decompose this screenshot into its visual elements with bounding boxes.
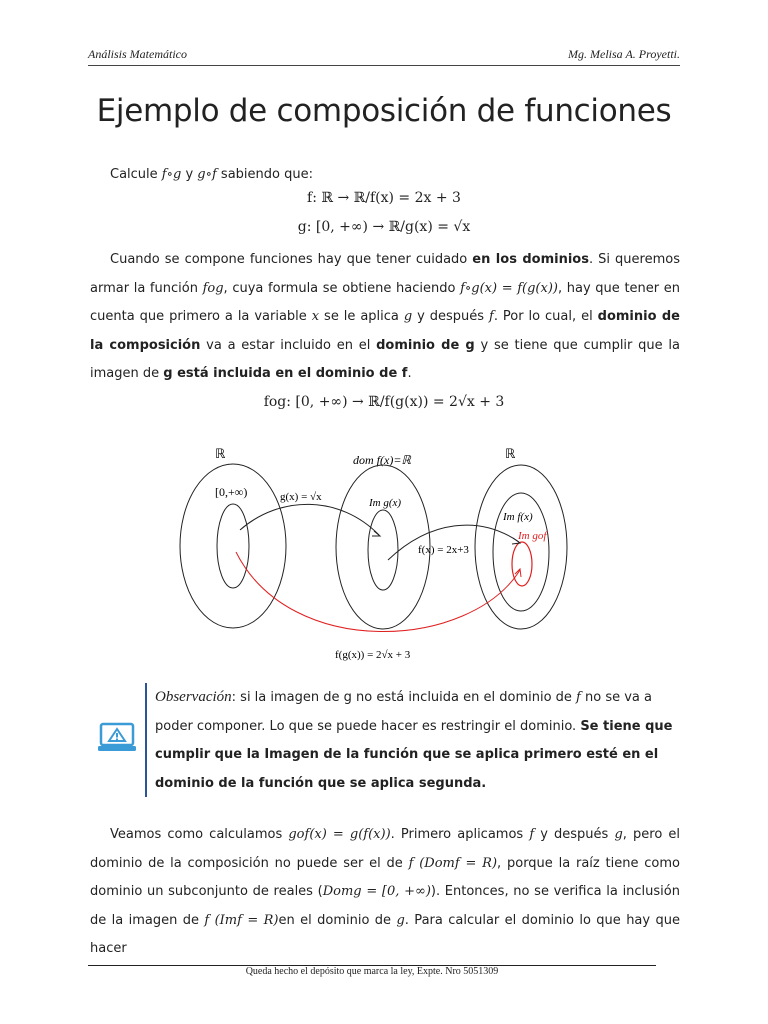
label-r3: ℝ [505,446,516,461]
header-divider [88,65,680,66]
paragraph-composition: Cuando se compone funciones hay que tener cuidado en los dominios. Si queremos armar la función fog, cuya formula se obtiene haciendo f∘g(x) = f(g(x)), hay que tener en cuenta que primero a la variable x se le aplica g y después f. Por lo cual, el dominio de la composición va a estar incluido en el dominio de g y se tiene que cumplir que la imagen de g está incluida en el dominio de f. [90,252,680,381]
page-header [88,47,680,65]
label-interval: [0,+∞) [215,485,248,499]
composition-diagram [170,440,590,665]
formula-f: f: ℝ → ℝ/f(x) = 2x + 3 [307,190,461,206]
header-author: Mg. Melisa A. Proyetti. [568,47,680,61]
label-composition-formula: f(g(x)) = 2√x + 3 [335,649,411,661]
label-image-f: Im f(x) [503,511,533,523]
arrow-g [240,504,379,535]
set-domain-f [336,465,430,629]
formula-fog: fog: [0, +∞) → ℝ/f(g(x)) = 2√x + 3 [263,394,505,410]
label-dom-f: dom f(x)=ℝ [353,453,411,467]
paragraph-gof: Veamos como calculamos gof(x) = g(f(x)). Primero aplicamos f y después g, pero el dominio de la composición no puede ser el de f (Domf = R), porque la raíz tiene como dominio un subconjunto de reales (Domg = [0, +∞)). Entonces, no se verifica la inclusión de la imagen de f (Imf = R)en el dominio de g. Para calcular el dominio lo que hay que hacer [90,827,681,956]
warning-icon [97,722,137,754]
header-course: Análisis Matemático [88,47,187,61]
label-g-formula: g(x) = √x [280,491,322,503]
arrow-composition [236,552,520,632]
set-image-g [368,510,398,590]
set-domain-g [217,504,249,588]
page-footer: Queda hecho el depósito que marca la ley, Expte. Nro 5051309 [245,966,499,977]
intro-line: Calcule f∘g y g∘f sabiendo que: [110,167,313,182]
observation-box [145,683,687,797]
label-image-g: Im g(x) [369,497,402,509]
formula-g: g: [0, +∞) → ℝ/g(x) = √x [297,219,471,235]
label-image-gof: Im gof [518,530,547,542]
label-r1: ℝ [215,446,226,461]
observation-text: Observación: si la imagen de g no está incluida en el dominio de f no se va a poder componer. Lo que se puede hacer es restringir el dominio. Se tiene que cumplir que la Imagen de la función que se aplica primero esté en el dominio de la función que se aplica segunda. [155,689,673,791]
set-r-outer-3 [475,465,567,629]
label-f-formula: f(x) = 2x+3 [418,544,469,556]
set-image-gof [512,542,532,586]
page-title: Ejemplo de composición de funciones [96,93,672,129]
